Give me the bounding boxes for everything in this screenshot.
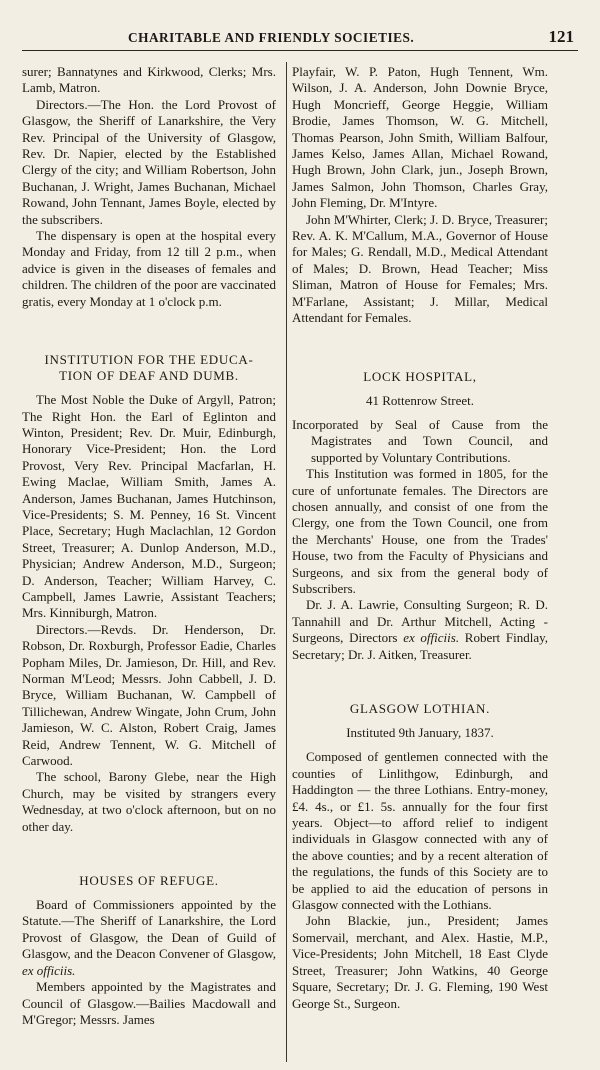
page-number: 121	[548, 27, 574, 46]
lothian-instituted-date: Instituted 9th January, 1837.	[346, 725, 494, 740]
heading-gap	[292, 741, 548, 749]
heading-gap	[292, 385, 548, 393]
heading-gap	[22, 384, 276, 392]
continued-paragraph: surer; Bannatynes and Kirkwood, Clerks; Mrs. Lamb, Matron.	[22, 64, 276, 96]
heading-gap	[292, 409, 548, 417]
houses-of-refuge-heading: HOUSES OF REFUGE.	[79, 873, 219, 889]
deaf-dumb-heading-line-1: INSTITUTION FOR THE EDUCA-	[44, 352, 254, 368]
deaf-dumb-heading-line-2: TION OF DEAF AND DUMB.	[59, 368, 239, 384]
refuge-officers-paragraph: John M'Whirter, Clerk; J. D. Bryce, Treasurer; Rev. A. K. M'Callum, M.A., Governor of House for Males; G. Rendall, M.D., Medical Attendant of Males; D. Brown, Head Teacher; Miss Sliman, Matron of House for Females; Mrs. M'Farlane, Assistant; J. Millar, Medical Attendant for Females.	[292, 211, 548, 326]
column-divider	[286, 62, 287, 1062]
ex-officiis-italic: ex officiis.	[403, 630, 460, 646]
lock-hospital-heading: LOCK HOSPITAL,	[363, 368, 477, 384]
refuge-board-text: Board of Commissioners appointed by the Statute.—The Sheriff of Lanarkshire, the Lord Provost of Glasgow, the Dean of Guild of Glasgow, and the Deacon Convener of Glasgow,	[22, 897, 276, 962]
lothian-officers-paragraph: John Blackie, jun., President; James Somervail, merchant, and Alex. Hastie, M.P., Vice-Presidents; John Mitchell, 18 East Clyde Street, Treasurer; John Watkins, 40 George Square, Secretary; Dr. J. G. Fleming, 190 West George St., Surgeon.	[292, 913, 548, 1011]
running-head	[22, 24, 578, 51]
dispensary-paragraph: The dispensary is open at the hospital every Monday and Friday, from 12 till 2 p.m., when advice is given in the diseases of females and children. The children of the poor are vaccinated gratis, every Monday at 1 o'clock p.m.	[22, 228, 276, 309]
deaf-dumb-directors-paragraph: Directors.—Revds. Dr. Henderson, Dr. Robson, Dr. Roxburgh, Professor Eadie, Charles Popham Miles, Dr. Jamieson, Dr. Hill, and Rev. Norman M'Leod; Messrs. John Cabbell, J. D. Bryce, William Buchanan, W. Campbell of Tillichewan, Andrew Wingate, John Crum, John Jamieson, W. C. Alston, Robert Craig, James Reid, Andrew Tennent, W. G. Mitchell of Carwood.	[22, 621, 276, 769]
heading-gap	[22, 889, 276, 897]
deaf-dumb-visiting-paragraph: The school, Barony Glebe, near the High Church, may be visited by strangers every Wednesday, at two o'clock afternoon, but on no other day.	[22, 769, 276, 834]
ex-officiis-italic: ex officiis.	[22, 962, 76, 978]
continued-members-paragraph: Playfair, W. P. Paton, Hugh Tennent, Wm. Wilson, J. A. Anderson, John Downie Bryce, Hugh Moncrieff, George Heggie, William Brodie, James Thomson, W. G. Mitchell, Thomas Pearson, John Smith, William Balfour, James Kelso, James Allan, Michael Rowand, Hugh Brown, John Clark, jun., Joseph Brown, James Salmon, John Thomson, Charles Gray, John Fleming, Dr. M'Intyre.	[292, 64, 548, 211]
lock-officers-text: Dr. J. A. Lawrie, Consulting Surgeon; R. D. Tannahill and Dr. Arthur Mitchell, Acting - Surgeons, Directors	[292, 597, 548, 646]
section-gap	[22, 835, 276, 873]
lock-hospital-address: 41 Rottenrow Street.	[366, 392, 474, 408]
refuge-board-paragraph	[22, 897, 276, 979]
glasgow-lothian-heading: GLASGOW LOTHIAN.	[349, 701, 491, 716]
lock-officers-paragraph	[292, 597, 548, 663]
lock-formation-paragraph: This Institution was formed in 1805, for the cure of unfortunate females. The Directors are chosen annually, and consist of one from the Clergy, one from the Town Council, one from the Merchants' House, one from the Trades' House, two from the Faculty of Physicians and Surgeons, and six from the general body of Subscribers.	[292, 466, 548, 596]
section-gap	[22, 310, 276, 352]
running-title: CHARITABLE AND FRIENDLY SOCIETIES.	[128, 30, 415, 45]
lothian-description-paragraph: Composed of gentlemen connected with the counties of Linlithgow, Edinburgh, and Haddington — the three Lothians. Entry-money, £4. 4s., or £1. 5s. annually for the four first years. Object—to afford relief to indigent individuals in Glasgow connected with any of the above counties; and by a recent alteration of the regulations, the funds of this Society are to be applied to aid the education of persons in Glasgow connected with the Lothians.	[292, 749, 548, 913]
heading-gap	[292, 717, 548, 725]
section-gap	[292, 663, 548, 701]
lock-incorporation-paragraph: Incorporated by Seal of Cause from the Magistrates and Town Council, and supported by Voluntary Contributions.	[292, 416, 548, 465]
section-gap	[292, 327, 548, 369]
deaf-dumb-officers-paragraph: The Most Noble the Duke of Argyll, Patron; The Right Hon. the Earl of Eglinton and Winton, President; Rev. Dr. Muir, Edinburgh, Honorary Vice-President; Hon. the Lord Provost, Very Rev. Principal Macfarlan, H. Ewing Maclae, William Smith, James A. Anderson, James Buchanan, James Hutchinson, Vice-Presidents; S. M. Penney, 16 St. Vincent Place, Secretary; Hugh Maclachlan, 12 Gordon Street, Treasurer; A. Dunlop Anderson, M.D., Physician; Andrew Anderson, M.D., Surgeon; D. Anderson, Teacher; William Harvey, C. Campbell, James Lawrie, Assistant Teachers; Mrs. Kinniburgh, Matron.	[22, 392, 276, 621]
directors-paragraph: Directors.—The Hon. the Lord Provost of Glasgow, the Sheriff of Lanarkshire, the Very Rev. Principal of the University of Glasgow, Rev. Dr. Napier, elected by the Established Clergy of the city; and William Robertson, John Buchanan, J. Wright, James Buchanan, Michael Rowand, John Tennant, James Boyle, elected by the subscribers.	[22, 96, 276, 227]
lock-officers-text-end: Robert Findlay, Secretary; Dr. J. Aitken, Treasurer.	[292, 630, 548, 662]
left-column	[22, 64, 276, 1028]
refuge-members-paragraph: Members appointed by the Magistrates and Council of Glasgow.—Bailies Macdowall and M'Gregor; Messrs. James	[22, 979, 276, 1027]
right-column	[292, 64, 548, 1012]
